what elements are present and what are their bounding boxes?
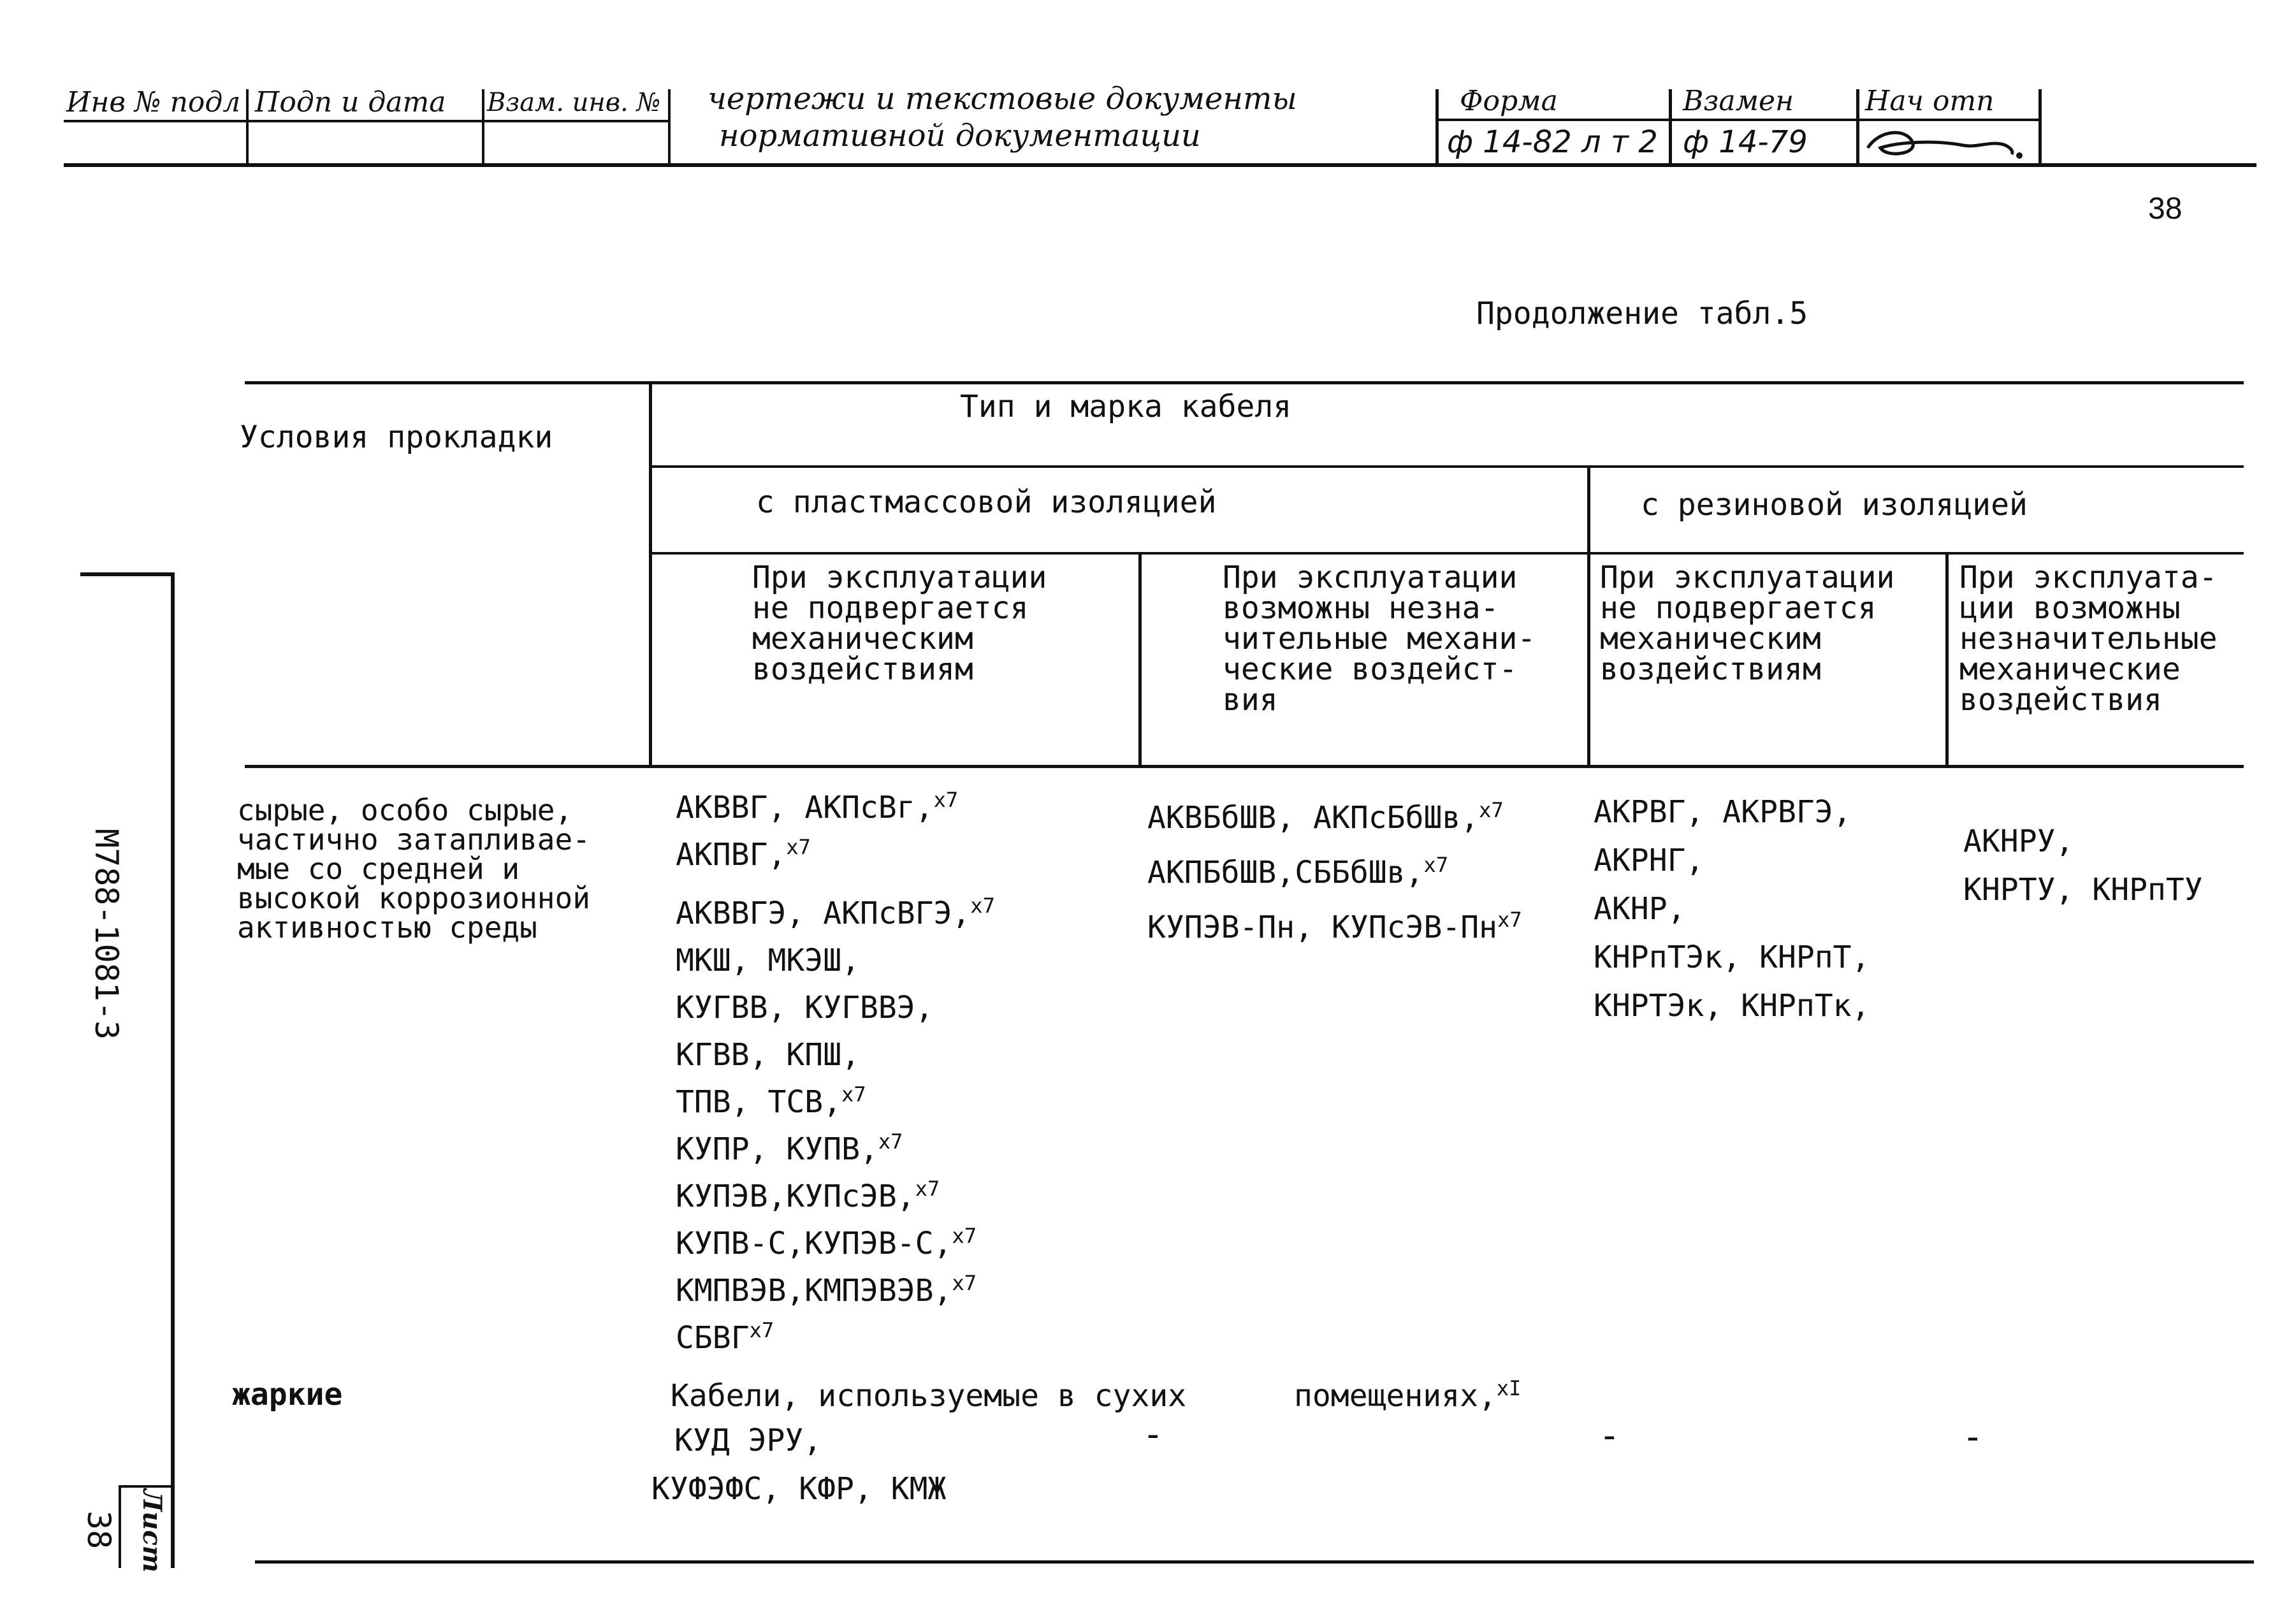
stamp-replaced-label: Взамен (1683, 85, 1794, 117)
sub-header-rubber-no-mech (1600, 562, 1894, 685)
sub-header-line: не подвергается (1600, 590, 1877, 626)
side-sheet-label: Лист (137, 1489, 167, 1573)
stamp-header-inv: Инв № подл (66, 86, 241, 119)
stamp-format-divider (1669, 89, 1672, 164)
stamp-header-sign: Подп и дата (255, 86, 446, 119)
row1-rubber-no-mech (1594, 788, 1870, 1030)
cable-line: АКВВГ, АКПсВг,$^{x7}$ (676, 788, 959, 825)
sub-header-line: механические (1959, 651, 2181, 687)
stamp-format-divider (2038, 89, 2042, 164)
stamp-col-divider (482, 89, 484, 164)
cable-line: КНРТУ, КНРпТУ (1963, 872, 2203, 908)
sub-header-line: вия (1223, 682, 1278, 718)
cable-line: КНРТЭк, КНРпТк, (1594, 988, 1870, 1024)
cable-line: АКНР, (1594, 891, 1686, 927)
stamp-bottom-rule (64, 163, 2256, 167)
table-col-divider (1587, 465, 1590, 765)
stamp-row-divider (64, 120, 669, 122)
stamp-format-label: Формa (1460, 85, 1558, 117)
stamp-doc-type-line2: нормативной документации (719, 118, 1201, 154)
sub-header-line: чительные механи- (1223, 621, 1536, 657)
side-frame-top (80, 572, 175, 576)
row2-text-line1 (671, 1372, 1186, 1420)
condition-line: частично затапливае- (237, 822, 590, 857)
table-header-bottom-rule (245, 765, 2244, 768)
signature-icon (1861, 122, 2033, 163)
side-frame-page-box (119, 1485, 121, 1568)
stamp-replaced-value: ф 14-79 (1683, 124, 1808, 160)
cable-line: АКРВГ, АКРВГЭ, (1594, 794, 1852, 830)
sub-header-plastic-no-mech (752, 562, 1047, 685)
table-group-rule (650, 465, 2244, 468)
stamp-format-divider (1435, 119, 2041, 121)
condition-line: высокой коррозионной (237, 881, 590, 915)
row2-text: помещениях, (1294, 1378, 1497, 1414)
cable-line: МКШ, МКЭШ, (676, 943, 860, 978)
side-frame-page-box (120, 1485, 172, 1488)
cable-line: КГВВ, КПШ, (676, 1037, 860, 1073)
cable-line: КУПР, КУПВ,$^{x7}$ (676, 1129, 903, 1167)
header-conditions: Условия прокладки (240, 419, 553, 455)
condition-line: активностью среды (237, 910, 537, 945)
cable-line: ТПВ, ТСВ,$^{x7}$ (676, 1082, 866, 1120)
cable-line: АКПБбШВ,СББбШв,$^{x7}$ (1147, 853, 1449, 890)
cable-line: КНРпТЭк, КНРпТ, (1594, 940, 1870, 975)
row2-dash-col4: - (1962, 1416, 1984, 1458)
table-col-divider (649, 382, 652, 765)
sub-header-line: незначительные (1959, 621, 2218, 657)
header-group-plastic: с пластмассовой изоляцией (756, 484, 1217, 520)
sub-header-line: При эксплуатации (1600, 560, 1895, 595)
row2-dash-col3: - (1599, 1415, 1620, 1456)
condition-line: сырые, особо сырые, (237, 793, 573, 827)
sub-header-plastic-mech (1223, 560, 1536, 718)
side-doc-code: М788-1081-3 (88, 829, 125, 1040)
cable-line: КУГВВ, КУГВВЭ, (676, 990, 934, 1026)
sub-header-line: При эксплуатации (752, 560, 1047, 595)
stamp-col-divider (668, 89, 671, 164)
stamp-doc-type-line1: чертежи и текстовые документы (708, 81, 1297, 117)
sub-header-line: механическим (752, 621, 973, 657)
sub-header-line: не подвергается (752, 590, 1029, 626)
row1-rubber-mech (1963, 817, 2203, 914)
table-bottom-rule (255, 1560, 2254, 1564)
cable-line: КУПВ-С,КУПЭВ-С,$^{x7}$ (676, 1224, 977, 1261)
stamp-first-use-label: Нач отп (1865, 85, 1994, 117)
row1-plastic-no-mech (676, 784, 995, 1361)
cable-line: АКНРУ, (1963, 824, 2074, 859)
stamp-format-divider (1856, 89, 1859, 164)
row2-text-line1b (1294, 1372, 1521, 1420)
row2-text-line2: КУД ЭРУ, (674, 1423, 822, 1458)
table-col-divider (1138, 552, 1142, 765)
sub-header-line: При эксплуатации (1223, 560, 1518, 595)
footnote-mark: xI (1496, 1376, 1522, 1400)
row1-condition (237, 793, 590, 945)
stamp-format-value: ф 14-82 л т 2 (1447, 124, 1658, 160)
row2-text: Кабели, используемые в сухих (671, 1378, 1187, 1414)
cable-line: АКРНГ, (1594, 843, 1704, 878)
sub-header-line: воздействия (1959, 682, 2162, 718)
table-caption: Продолжение табл.5 (1476, 296, 1808, 331)
cable-line: КМПВЭВ,КМПЭВЭВ,$^{x7}$ (676, 1271, 977, 1309)
cable-line: $СБВГ^{x7}$ (676, 1318, 774, 1356)
header-cable-type: Тип и марка кабеля (960, 389, 1292, 425)
sub-header-line: ческие воздейст- (1223, 651, 1518, 687)
sub-header-line: воздействиям (1600, 651, 1821, 687)
cable-line: КУПЭВ-Пн, КУПсЭВ-$Пн^{x7}$ (1147, 908, 1522, 945)
row2-condition: жаркие (232, 1377, 343, 1412)
stamp-col-divider (246, 89, 249, 164)
table-sub-rule (650, 552, 2244, 555)
sub-header-rubber-mech (1959, 560, 2218, 718)
condition-line: мые со средней и (237, 852, 520, 886)
table-top-rule (245, 381, 2244, 384)
cable-line: АКПВГ,$^{x7}$ (676, 835, 811, 873)
table-col-divider (1945, 552, 1949, 765)
row1-plastic-mech (1147, 790, 1522, 955)
cable-line: АКВВГЭ, АКПсВГЭ,$^{x7}$ (676, 894, 995, 931)
row2-text-line3: КУФЭФС, КФР, КМЖ (651, 1471, 947, 1507)
stamp-format-divider (1435, 89, 1439, 164)
header-group-rubber: с резиновой изоляцией (1641, 487, 2028, 523)
sub-header-line: ции возможны (1959, 590, 2181, 626)
sub-header-line: механическим (1600, 621, 1821, 657)
sub-header-line: возможны незна- (1223, 590, 1499, 626)
cable-line: КУПЭВ,КУПсЭВ,$^{x7}$ (676, 1177, 940, 1214)
sub-header-line: воздействиям (752, 651, 973, 687)
side-page-number: 38 (80, 1511, 117, 1550)
sub-header-line: При эксплуата- (1959, 560, 2218, 595)
page-number: 38 (2148, 192, 2183, 226)
row2-dash-col2: - (1142, 1414, 1164, 1455)
stamp-header-replace: Взам. инв. № (487, 88, 661, 117)
cable-line: АКВБбШВ, АКПсБбШв,$^{x7}$ (1147, 798, 1504, 836)
side-frame-edge (171, 572, 175, 1568)
